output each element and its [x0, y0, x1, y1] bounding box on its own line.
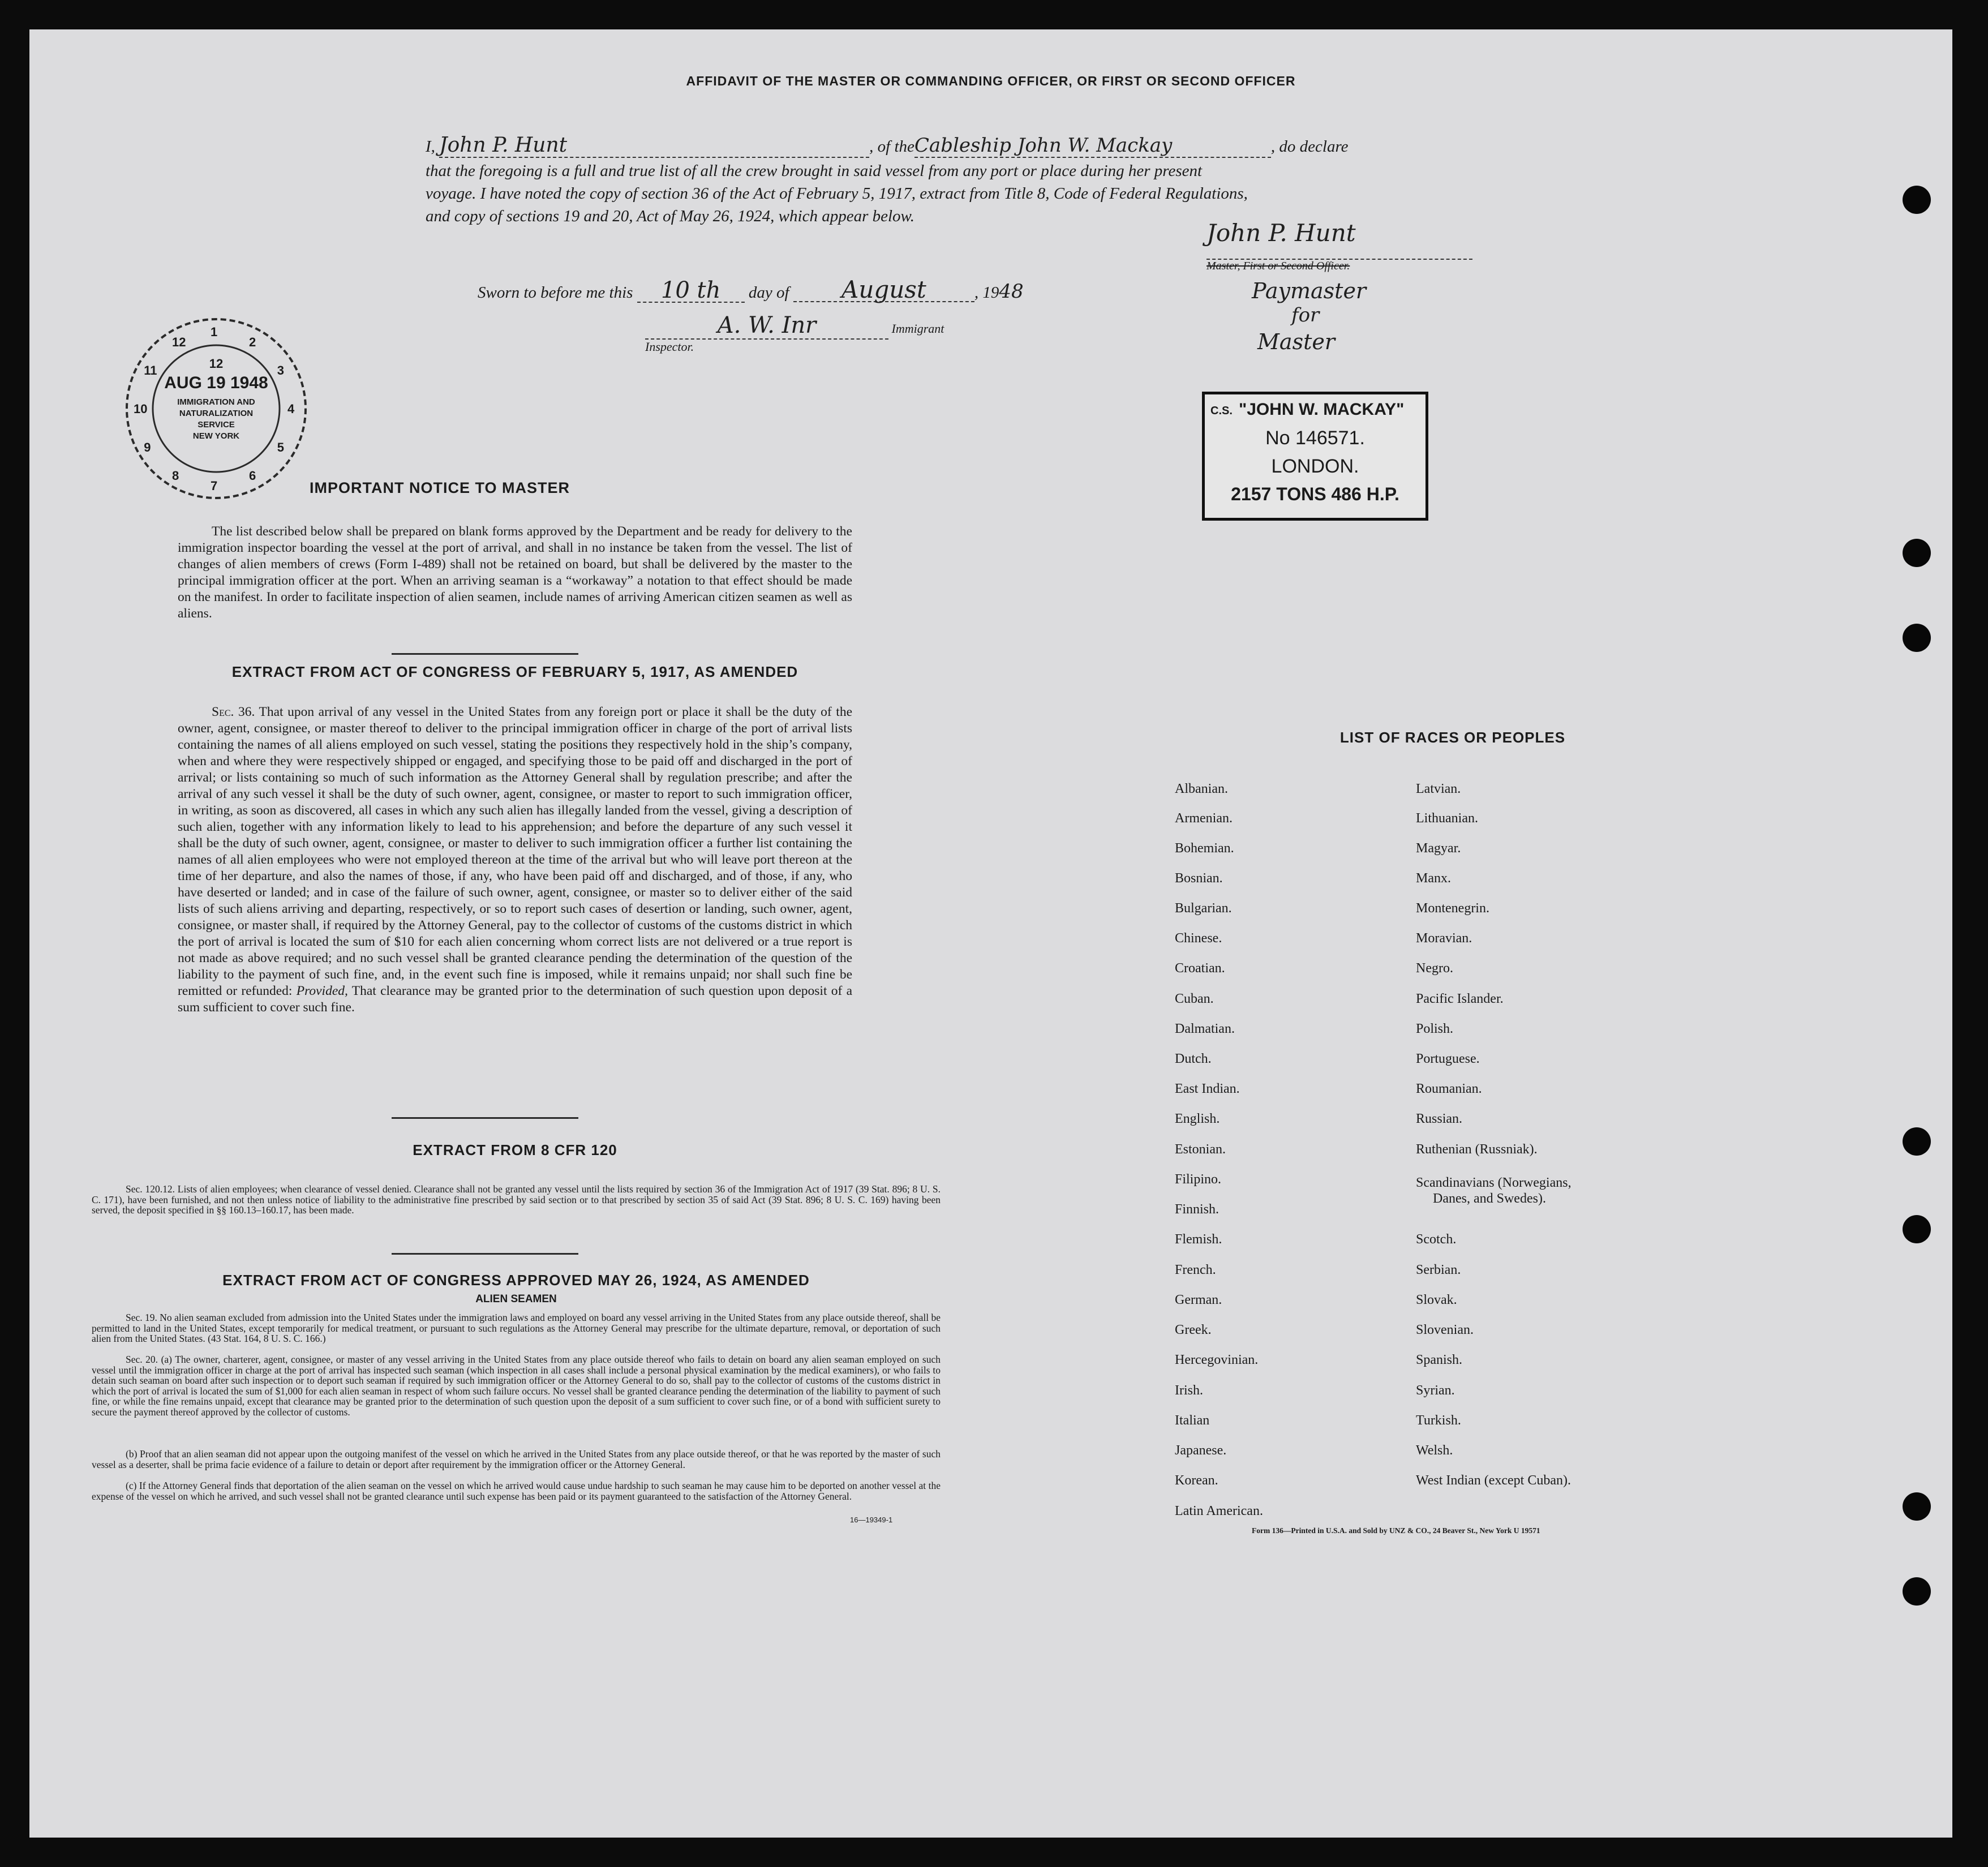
sworn-year-handwritten: 48	[999, 280, 1024, 303]
notice-title: IMPORTANT NOTICE TO MASTER	[310, 479, 570, 496]
race-item: Latvian.	[1416, 782, 1461, 796]
race-item: Turkish.	[1416, 1413, 1461, 1428]
binder-hole	[1903, 624, 1931, 652]
binder-hole	[1903, 539, 1931, 567]
race-item: Japanese.	[1175, 1443, 1227, 1458]
extract-1924-sec20a: Sec. 20. (a) The owner, charterer, agent, consignee, or master of any vessel arriving in the United States from any place outside thereof who fails to detain on board any alien seaman employed on such vessel until the immigration officer in charge at the port of arrival has inspected such seaman (which inspection in all cases shall include a personal physical examination by the medical examiners), or who fails to detain such seaman on board after such inspection or to deport such seaman if required by such immigration officer or the Attorney General to do so, shall pay to the collector of customs of the customs district in which the port of arrival is located the sum of $1,000 for each alien seaman in respect of whom such failure occurs. No vessel shall be granted clearance pending the determination of the liability to payment of such fine, or while the fine remains unpaid, except that clearance may be granted prior to the determination of such question upon the deposit of a sum sufficient to cover such fine, or of a bond with sufficient surety to secure the payment thereof approved by the collector of customs.	[92, 1354, 941, 1418]
race-item: Negro.	[1416, 961, 1453, 976]
extract-1924-sec19: Sec. 19. No alien seaman excluded from admission into the United States under the immigration laws and employed on board any vessel arriving in the United States from any place outside thereof, shall be permitted to land in the United States, except temporarily for medical treatment, or pursuant to such regulations as the Attorney General may prescribe for the ultimate departure, removal, or deportation of such alien from the United States. (43 Stat. 164, 8 U. S. C. 166.)	[92, 1312, 941, 1344]
race-item: Magyar.	[1416, 841, 1461, 856]
stamp-cs-prefix: C.S.	[1210, 405, 1233, 417]
race-item: Croatian.	[1175, 961, 1225, 976]
master-officer-label: Master, First or Second Officer.	[1206, 259, 1472, 273]
affidavit-title: AFFIDAVIT OF THE MASTER OR COMMANDING OFFICER, OR FIRST OR SECOND OFFICER	[686, 74, 1296, 88]
race-item: Hercegovinian.	[1175, 1353, 1259, 1367]
stamp-port: LONDON.	[1271, 456, 1359, 477]
stamp-line-2: NATURALIZATION	[179, 409, 254, 418]
race-item: German.	[1175, 1293, 1222, 1307]
race-item: Polish.	[1416, 1022, 1454, 1036]
affidavit-line-1	[426, 134, 1529, 158]
affidavit-do-declare: , do declare	[1270, 138, 1349, 156]
stamp-ring-digit: 2	[249, 335, 256, 350]
race-item: Spanish.	[1416, 1353, 1463, 1367]
extract-1917-text: That upon arrival of any vessel in the United States from any foreign port or place it shall be the duty of the owner, agent, consignee, or master thereof to deliver to the principal immigration officer in charge of the port of arrival lists containing the names of all aliens employed on such vessel, stating the positions they respectively hold in the ship’s company, when and where they were respectively shipped or engaged, and specifying those to be paid off and discharged in the port of arrival; or lists containing so much of such information as the Attorney General shall by regulation prescribe; and after the arrival of any such vessel it shall be the duty of such owner, agent, consignee, or master to report to such immigration officer, in writing, as soon as discovered, all cases in which any such alien has illegally landed from the vessel, giving a description of such alien, together with any information likely to lead to his apprehension; and before the departure of any such vessel it shall be the duty of such owner, agent, consignee, or master to deliver to such immigration officer a further list containing the names of all alien employees who were not employed thereon at the time of the arrival but who will leave port thereon at the time of her departure, and also the names of those, if any, who have been paid off and discharged, and of those, if any, who have deserted or landed; and in case of the failure of such owner, agent, consignee, or master so to deliver either of the said lists of such aliens arriving and departing, respectively, or so to report such cases of desertion or landing, such owner, agent, consignee, or master shall, if required by the Attorney General, pay to the collector of customs of the customs district in which the port of arrival is located the sum of $10 for each alien concerning whom correct lists are not delivered or a true report is not made as above required; and no such vessel shall be granted clearance pending the determination of the question of the liability to the payment of such fine, and, in the event such fine is imposed, while it remains unpaid; nor shall such fine be remitted or refunded:	[178, 705, 853, 998]
sworn-line	[478, 278, 1270, 304]
sworn-label: Sworn to before me this	[478, 284, 633, 302]
stamp-line-4: NEW YORK	[192, 431, 240, 441]
vessel-registry-stamp	[1202, 392, 1428, 521]
extract-1924-subtitle: ALIEN SEAMEN	[475, 1293, 557, 1305]
race-item: Manx.	[1416, 871, 1451, 886]
notice-body: The list described below shall be prepared on blank forms approved by the Department and be ready for delivery to the immigration inspector boarding the vessel at the port of arrival, and shall in no instance be taken from the vessel. The list of changes of alien members of crews (Form I-489) shall not be retained on board, but shall be delivered by the master to the principal immigration officer at the port. When an arriving seaman is a “workaway” a notation to that effect should be made on the manifest. In order to facilitate inspection of alien seamen, include names of arriving American citizen seamen as well as aliens.	[178, 524, 852, 621]
stamp-ring-digit: 10	[134, 402, 148, 416]
binder-hole	[1903, 1577, 1931, 1606]
race-item: Latin American.	[1175, 1504, 1263, 1518]
stamp-ring-digit: 3	[277, 363, 285, 377]
race-item: Lithuanian.	[1416, 811, 1478, 826]
stamp-line-3: SERVICE	[197, 420, 235, 430]
sworn-day-of-label: day of	[748, 284, 789, 302]
extract-1917-provided: Provided,	[296, 984, 348, 998]
race-item: Moravian.	[1416, 931, 1472, 946]
paymaster-note-3: Master	[1257, 329, 1335, 354]
race-item: Finnish.	[1175, 1202, 1220, 1217]
race-item: Bulgarian.	[1175, 901, 1232, 916]
document-page	[29, 29, 1952, 1838]
affidavit-of-the-label: , of the	[869, 138, 914, 156]
affidavit-line-3: voyage. I have noted the copy of section 36 of the Act of February 5, 1917, extract from Title 8, Code of Federal Regulations,	[426, 184, 1248, 203]
stamp-date: AUG 19 1948	[164, 374, 268, 392]
inspector-line	[645, 312, 996, 354]
race-item: Italian	[1175, 1413, 1210, 1428]
inspector-label: Immigrant Inspector.	[645, 321, 944, 354]
extract-1917-body	[178, 704, 852, 1016]
stamp-ring-digit: 12	[172, 335, 186, 350]
race-item: Irish.	[1175, 1383, 1203, 1398]
extract-1917-sec-label: Sec. 36.	[212, 705, 255, 719]
binder-hole	[1903, 186, 1931, 214]
race-item: Welsh.	[1416, 1443, 1453, 1458]
stamp-top-number: 12	[209, 357, 224, 371]
form-printer-line: Form 136—Printed in U.S.A. and Sold by UNZ & CO., 24 Beaver St., New York U 19571	[1252, 1526, 1540, 1535]
races-title: LIST OF RACES OR PEOPLES	[1339, 729, 1566, 746]
cfr-body: Sec. 120.12. Lists of alien employees; when clearance of vessel denied. Clearance shall not be granted any vessel until the lists required by section 36 of the Immigration Act of 1917 (39 Stat. 896; 8 U. S. C. 171), have been furnished, and not then unless notice of liability to the administrative fine prescribed by said section or to that prescribed by section 35 of said Act (39 Stat. 896; 8 U. S. C. 169) having been served, the deposit specified in §§ 160.13–160.17, has been made.	[92, 1183, 941, 1216]
race-item: Estonian.	[1175, 1142, 1226, 1157]
stamp-official-number: No 146571.	[1265, 427, 1365, 449]
cfr-title: EXTRACT FROM 8 CFR 120	[413, 1141, 617, 1158]
divider	[392, 653, 578, 655]
sworn-month-handwritten: August	[793, 278, 974, 302]
race-item: Scotch.	[1416, 1232, 1457, 1247]
master-name-handwritten: John P. Hunt	[439, 134, 869, 158]
binder-hole	[1903, 1492, 1931, 1521]
race-item: Montenegrin.	[1416, 901, 1489, 916]
binder-hole	[1903, 1127, 1931, 1156]
stamp-ring-digit: 9	[144, 440, 151, 454]
vessel-name-handwritten: Cableship John W. Mackay	[914, 134, 1271, 158]
race-item: Chinese.	[1175, 931, 1222, 946]
race-item: Ruthenian (Russniak).	[1416, 1142, 1538, 1157]
race-item: Korean.	[1175, 1473, 1218, 1488]
extract-1917-text-end: That clearance may be granted prior to the determination of such question upon deposit of a sum sufficient to cover such fine.	[178, 984, 853, 1015]
sworn-year-prefix: , 19	[974, 284, 999, 302]
race-item: Cuban.	[1175, 992, 1214, 1006]
stamp-vessel-name: "JOHN W. MACKAY"	[1239, 400, 1405, 419]
race-item: Dutch.	[1175, 1051, 1212, 1066]
race-item: Greek.	[1175, 1323, 1212, 1337]
race-item: French.	[1175, 1263, 1216, 1277]
extract-1917-title: EXTRACT FROM ACT OF CONGRESS OF FEBRUARY 5, 1917, AS AMENDED	[231, 663, 798, 680]
race-item: Portuguese.	[1416, 1051, 1480, 1066]
affidavit-i-label: I,	[426, 138, 435, 156]
race-item: Scandinavians (Norwegians,	[1416, 1175, 1571, 1190]
race-item: Bohemian.	[1175, 841, 1234, 856]
paymaster-note-1: Paymaster	[1252, 278, 1367, 303]
race-item: Slovak.	[1416, 1293, 1457, 1307]
race-item: Armenian.	[1175, 811, 1233, 826]
binder-hole	[1903, 1215, 1931, 1243]
race-item: Roumanian.	[1416, 1081, 1482, 1096]
divider	[392, 1253, 578, 1255]
stamp-line-1: IMMIGRATION AND	[177, 397, 255, 407]
affidavit-line-4: and copy of sections 19 and 20, Act of May 26, 1924, which appear below.	[426, 207, 914, 225]
race-item: Filipino.	[1175, 1172, 1222, 1187]
race-item: Albanian.	[1175, 782, 1228, 796]
inspector-signature: A. W. Inr	[645, 312, 888, 340]
divider	[392, 1117, 578, 1119]
stamp-ring-digit: 6	[249, 468, 256, 483]
race-item: East Indian.	[1175, 1081, 1240, 1096]
extract-1924-title: EXTRACT FROM ACT OF CONGRESS APPROVED MAY 26, 1924, AS AMENDED	[222, 1272, 810, 1289]
stamp-ring-digit: 8	[172, 468, 179, 483]
race-item: Danes, and Swedes).	[1433, 1191, 1546, 1206]
race-item: Pacific Islander.	[1416, 992, 1504, 1006]
race-item: Flemish.	[1175, 1232, 1222, 1247]
paymaster-note-2: for	[1291, 304, 1320, 327]
print-code: 16—19349-1	[850, 1516, 893, 1524]
race-item: Dalmatian.	[1175, 1022, 1235, 1036]
race-item: Syrian.	[1416, 1383, 1455, 1398]
sworn-day-handwritten: 10 th	[637, 279, 745, 303]
stamp-ring-digit: 4	[287, 402, 295, 416]
race-item: English.	[1175, 1111, 1220, 1126]
stamp-tonnage: 2157 TONS 486 H.P.	[1231, 484, 1399, 504]
stamp-ring-digit: 5	[277, 440, 285, 454]
race-item: Slovenian.	[1416, 1323, 1474, 1337]
stamp-ring-digit: 7	[211, 479, 218, 493]
extract-1924-sec20c: (c) If the Attorney General finds that deportation of the alien seaman on the vessel on which he arrived would cause undue hardship to such seaman he may cause him to be deported on another vessel at the expense of the vessel on which he arrived, and such vessel shall not be granted clearance until such expense has been paid or its payment guaranteed to the satisfaction of the Attorney General.	[92, 1480, 941, 1502]
race-item: West Indian (except Cuban).	[1416, 1473, 1571, 1488]
immigration-round-stamp	[120, 312, 312, 505]
race-item: Bosnian.	[1175, 871, 1223, 886]
master-signature: John P. Hunt	[1206, 219, 1356, 247]
race-item: Russian.	[1416, 1111, 1463, 1126]
race-item: Serbian.	[1416, 1263, 1461, 1277]
stamp-ring-digit: 11	[144, 363, 157, 377]
affidavit-line-2: that the foregoing is a full and true list of all the crew brought in said vessel from any port or place during her present	[426, 162, 1203, 180]
stamp-ring-digit: 1	[211, 325, 218, 339]
extract-1924-sec20b: (b) Proof that an alien seaman did not appear upon the outgoing manifest of the vessel on which he arrived in the United States from any place outside thereof, or that he was reported by the master of such vessel as a deserter, shall be prima facie evidence of a failure to detain or deport after requirement by the immigration officer or the Attorney General.	[92, 1448, 941, 1470]
